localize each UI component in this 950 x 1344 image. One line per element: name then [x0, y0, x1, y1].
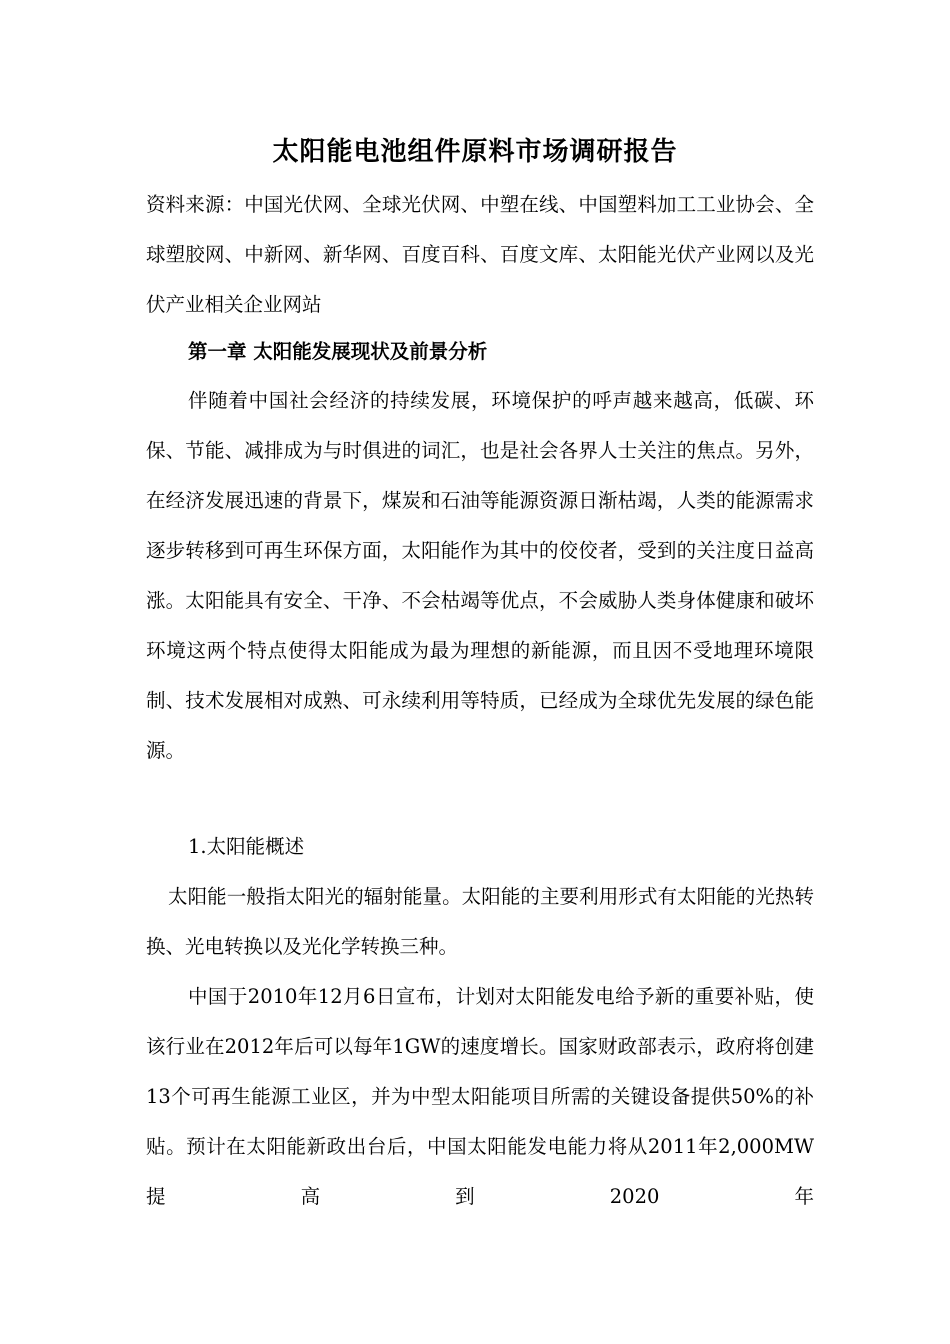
chapter-heading: 第一章 太阳能发展现状及前景分析 [188, 340, 488, 363]
intro-paragraph: 伴随着中国社会经济的持续发展，环境保护的呼声越来越高，低碳、环保、节能、减排成为与时俱进的词汇，也是社会各界人士关注的焦点。另外，在经济发展迅速的背景下，煤炭和石油等能源资源日渐枯竭，人类的能源需求逐步转移到可再生环保方面，太阳能作为其中的佼佼者，受到的关注度日益高涨。太阳能具有安全、干净、不会枯竭等优点，不会威胁人类身体健康和破坏环境这两个特点使得太阳能成为最为理想的新能源，而且因不受地理环境限制、技术发展相对成熟、可永续利用等特质，已经成为全球优先发展的绿色能源。 [146, 389, 814, 762]
document-title: 太阳能电池组件原料市场调研报告 [272, 137, 678, 167]
source-paragraph: 资料来源：中国光伏网、全球光伏网、中塑在线、中国塑料加工工业协会、全球塑胶网、中新网、新华网、百度百科、百度文库、太阳能光伏产业网以及光伏产业相关企业网站 [146, 193, 814, 316]
section-heading: 1.太阳能概述 [188, 835, 305, 858]
policy-paragraph: 中国于2010年12月6日宣布，计划对太阳能发电给予新的重要补贴，使该行业在2012年后可以每年1GW的速度增长。国家财政部表示，政府将创建13个可再生能源工业区，并为中型太阳能项目所需的关键设备提供50%的补贴。预计在太阳能新政出台后，中国太阳能发电能力将从2011年2,000MW提高到2020年 [146, 985, 814, 1208]
overview-paragraph: 太阳能一般指太阳光的辐射能量。太阳能的主要利用形式有太阳能的光热转换、光电转换以及光化学转换三种。 [146, 885, 814, 958]
